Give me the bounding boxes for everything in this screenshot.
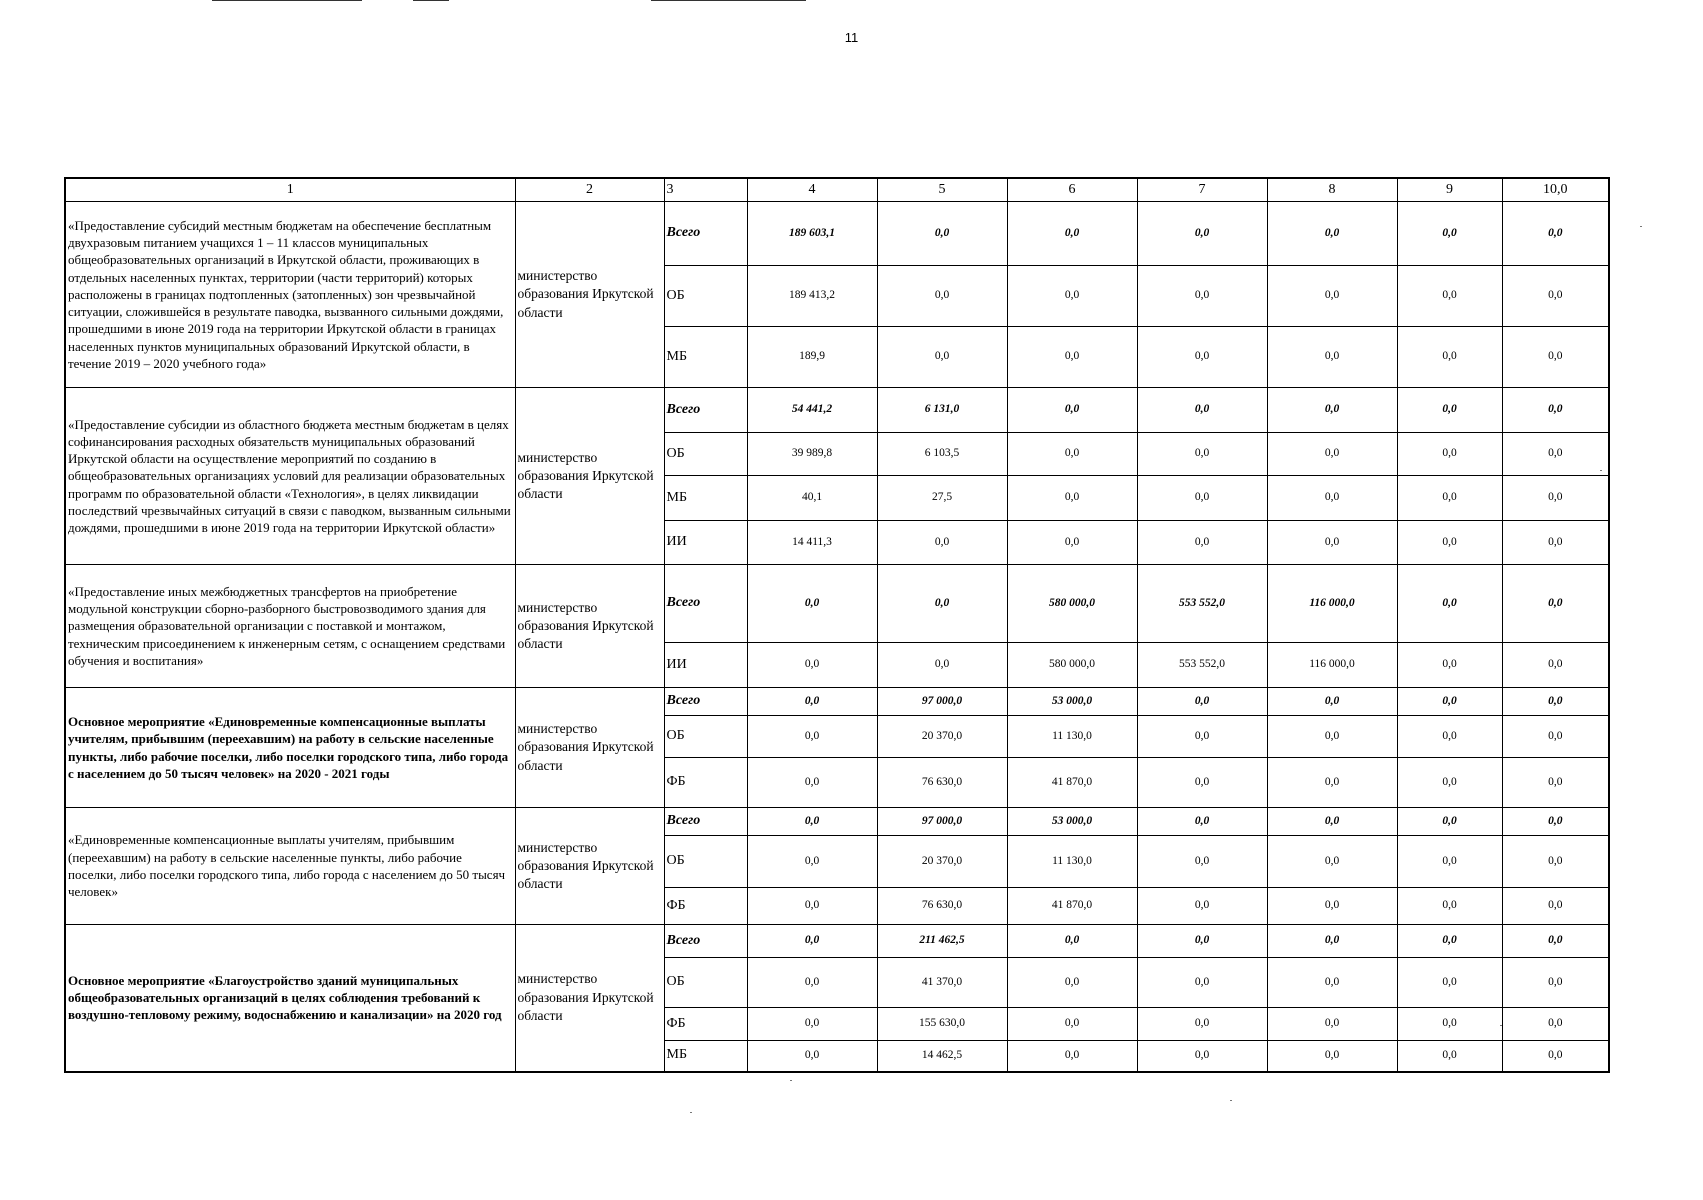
amount-cell: 0,0 <box>1267 758 1397 808</box>
amount-cell: 0,0 <box>1502 808 1609 836</box>
scan-speck <box>1640 226 1642 227</box>
amount-cell: 0,0 <box>1267 388 1397 433</box>
amount-cell: 0,0 <box>1267 958 1397 1008</box>
amount-cell: 0,0 <box>1137 476 1267 521</box>
measure-description: «Единовременные компенсационные выплаты учителям, прибывшим (переехавшим) на работу в сельские населенные пункты, либо рабочие поселки, либо поселки городского типа, либо города с населением до 50 тысяч человек» <box>65 808 515 925</box>
amount-cell: 0,0 <box>1137 388 1267 433</box>
funding-source: Всего <box>664 565 747 643</box>
executor-cell: министерство образования Иркутской области <box>515 688 664 808</box>
amount-cell: 0,0 <box>1397 266 1502 327</box>
amount-cell: 76 630,0 <box>877 758 1007 808</box>
funding-source: МБ <box>664 1041 747 1072</box>
funding-source: ОБ <box>664 433 747 476</box>
executor-cell: министерство образования Иркутской области <box>515 808 664 925</box>
amount-cell: 0,0 <box>747 688 877 716</box>
amount-cell: 0,0 <box>877 202 1007 266</box>
amount-cell: 0,0 <box>1502 476 1609 521</box>
amount-cell: 0,0 <box>1137 266 1267 327</box>
amount-cell: 20 370,0 <box>877 836 1007 888</box>
amount-cell: 0,0 <box>1397 688 1502 716</box>
amount-cell: 0,0 <box>1502 521 1609 565</box>
funding-source: МБ <box>664 327 747 388</box>
amount-cell: 0,0 <box>1137 808 1267 836</box>
amount-cell: 0,0 <box>1502 266 1609 327</box>
executor-cell: министерство образования Иркутской области <box>515 202 664 388</box>
column-header: 2 <box>515 178 664 202</box>
amount-cell: 0,0 <box>1137 433 1267 476</box>
amount-cell: 0,0 <box>1502 958 1609 1008</box>
funding-source: Всего <box>664 202 747 266</box>
column-header: 5 <box>877 178 1007 202</box>
scan-speck <box>790 1080 792 1081</box>
amount-cell: 0,0 <box>1267 836 1397 888</box>
amount-cell: 0,0 <box>1502 202 1609 266</box>
amount-cell: 0,0 <box>1397 643 1502 688</box>
amount-cell: 0,0 <box>1502 688 1609 716</box>
scan-speck <box>1600 470 1602 471</box>
amount-cell: 27,5 <box>877 476 1007 521</box>
amount-cell: 0,0 <box>1137 688 1267 716</box>
executor-cell: министерство образования Иркутской области <box>515 925 664 1072</box>
amount-cell: 0,0 <box>1007 958 1137 1008</box>
amount-cell: 14 462,5 <box>877 1041 1007 1072</box>
amount-cell: 0,0 <box>1267 716 1397 758</box>
amount-cell: 0,0 <box>1137 1041 1267 1072</box>
amount-cell: 0,0 <box>1007 327 1137 388</box>
executor-cell: министерство образования Иркутской области <box>515 565 664 688</box>
column-header: 6 <box>1007 178 1137 202</box>
amount-cell: 155 630,0 <box>877 1008 1007 1041</box>
amount-cell: 0,0 <box>1502 888 1609 925</box>
column-header: 8 <box>1267 178 1397 202</box>
measure-description: «Предоставление субсидии из областного бюджета местным бюджетам в целях софинансирования расходных обязательств муниципальных образований Иркутской области на осуществление мероприятий по созданию в общеобразовательных организациях условий для реализации образовательных программ по образовательной области «Технология», в целях ликвидации последствий чрезвычайных ситуаций в связи с паводком, вызванным сильными дождями, прошедшими в июне 2019 года на территории Иркутской области» <box>65 388 515 565</box>
amount-cell: 0,0 <box>1137 758 1267 808</box>
amount-cell: 553 552,0 <box>1137 565 1267 643</box>
amount-cell: 0,0 <box>747 643 877 688</box>
amount-cell: 41 370,0 <box>877 958 1007 1008</box>
amount-cell: 0,0 <box>747 888 877 925</box>
funding-source: ОБ <box>664 716 747 758</box>
amount-cell: 0,0 <box>1137 202 1267 266</box>
amount-cell: 0,0 <box>1267 888 1397 925</box>
amount-cell: 0,0 <box>1502 716 1609 758</box>
amount-cell: 0,0 <box>1267 1008 1397 1041</box>
amount-cell: 0,0 <box>1137 327 1267 388</box>
amount-cell: 0,0 <box>1267 327 1397 388</box>
amount-cell: 0,0 <box>1137 925 1267 958</box>
amount-cell: 0,0 <box>747 758 877 808</box>
amount-cell: 40,1 <box>747 476 877 521</box>
amount-cell: 0,0 <box>1502 565 1609 643</box>
funding-source: МБ <box>664 476 747 521</box>
amount-cell: 0,0 <box>1397 808 1502 836</box>
amount-cell: 580 000,0 <box>1007 565 1137 643</box>
scan-speck <box>1500 1025 1502 1026</box>
amount-cell: 0,0 <box>1502 643 1609 688</box>
amount-cell: 0,0 <box>1007 476 1137 521</box>
amount-cell: 6 103,5 <box>877 433 1007 476</box>
amount-cell: 0,0 <box>877 327 1007 388</box>
amount-cell: 0,0 <box>877 565 1007 643</box>
amount-cell: 0,0 <box>1137 836 1267 888</box>
amount-cell: 0,0 <box>747 1008 877 1041</box>
executor-cell: министерство образования Иркутской области <box>515 388 664 565</box>
amount-cell: 0,0 <box>1397 476 1502 521</box>
amount-cell: 116 000,0 <box>1267 565 1397 643</box>
amount-cell: 0,0 <box>747 565 877 643</box>
amount-cell: 0,0 <box>1502 327 1609 388</box>
column-header: 4 <box>747 178 877 202</box>
amount-cell: 0,0 <box>1397 836 1502 888</box>
amount-cell: 20 370,0 <box>877 716 1007 758</box>
amount-cell: 41 870,0 <box>1007 758 1137 808</box>
amount-cell: 0,0 <box>1007 1041 1137 1072</box>
funding-source: ФБ <box>664 758 747 808</box>
amount-cell: 189,9 <box>747 327 877 388</box>
amount-cell: 76 630,0 <box>877 888 1007 925</box>
amount-cell: 553 552,0 <box>1137 643 1267 688</box>
amount-cell: 0,0 <box>747 925 877 958</box>
amount-cell: 0,0 <box>1137 958 1267 1008</box>
amount-cell: 0,0 <box>1007 433 1137 476</box>
amount-cell: 0,0 <box>1137 716 1267 758</box>
measure-description: «Предоставление иных межбюджетных трансфертов на приобретение модульной конструкции сборно-разборного быстровозводимого здания для размещения образовательной организации с поставкой и монтажом, техническим присоединением к инженерным сетям, с оснащением средствами обучения и воспитания» <box>65 565 515 688</box>
column-header: 3 <box>664 178 747 202</box>
funding-source: ОБ <box>664 836 747 888</box>
funding-source: Всего <box>664 808 747 836</box>
budget-table <box>64 177 1610 1073</box>
table-row <box>65 808 1609 836</box>
amount-cell: 0,0 <box>1007 925 1137 958</box>
amount-cell: 0,0 <box>1267 521 1397 565</box>
column-header: 10,0 <box>1502 178 1609 202</box>
amount-cell: 11 130,0 <box>1007 716 1137 758</box>
measure-description: Основное мероприятие «Благоустройство зданий муниципальных общеобразовательных организаций в целях соблюдения требований к воздушно-тепловому режиму, водоснабжению и канализации» на 2020 год <box>65 925 515 1072</box>
amount-cell: 0,0 <box>1502 758 1609 808</box>
measure-description: Основное мероприятие «Единовременные компенсационные выплаты учителям, прибывшим (переехавшим) на работу в сельские населенные пункты, либо рабочие поселки, либо поселки городского типа, либо города с населением до 50 тысяч человек» на 2020 - 2021 годы <box>65 688 515 808</box>
amount-cell: 0,0 <box>877 266 1007 327</box>
amount-cell: 11 130,0 <box>1007 836 1137 888</box>
table-row <box>65 688 1609 716</box>
amount-cell: 0,0 <box>1267 925 1397 958</box>
amount-cell: 580 000,0 <box>1007 643 1137 688</box>
amount-cell: 0,0 <box>1007 521 1137 565</box>
table-row <box>65 202 1609 266</box>
amount-cell: 0,0 <box>1397 1041 1502 1072</box>
funding-source: ФБ <box>664 888 747 925</box>
amount-cell: 0,0 <box>1267 202 1397 266</box>
amount-cell: 53 000,0 <box>1007 808 1137 836</box>
funding-source: Всего <box>664 925 747 958</box>
amount-cell: 0,0 <box>1397 958 1502 1008</box>
funding-source: Всего <box>664 388 747 433</box>
amount-cell: 0,0 <box>1502 925 1609 958</box>
amount-cell: 0,0 <box>1502 388 1609 433</box>
amount-cell: 0,0 <box>1502 1041 1609 1072</box>
amount-cell: 0,0 <box>1397 758 1502 808</box>
amount-cell: 0,0 <box>747 808 877 836</box>
amount-cell: 0,0 <box>747 716 877 758</box>
amount-cell: 0,0 <box>1267 476 1397 521</box>
amount-cell: 53 000,0 <box>1007 688 1137 716</box>
amount-cell: 0,0 <box>1137 521 1267 565</box>
amount-cell: 0,0 <box>1397 521 1502 565</box>
funding-source: ОБ <box>664 266 747 327</box>
amount-cell: 0,0 <box>1007 202 1137 266</box>
amount-cell: 54 441,2 <box>747 388 877 433</box>
table-row <box>65 925 1609 958</box>
amount-cell: 97 000,0 <box>877 808 1007 836</box>
amount-cell: 0,0 <box>877 521 1007 565</box>
page-number: 11 <box>844 30 859 45</box>
scan-speck <box>1230 1100 1232 1101</box>
amount-cell: 0,0 <box>747 836 877 888</box>
funding-source: ИИ <box>664 643 747 688</box>
amount-cell: 0,0 <box>1397 888 1502 925</box>
amount-cell: 41 870,0 <box>1007 888 1137 925</box>
amount-cell: 116 000,0 <box>1267 643 1397 688</box>
amount-cell: 0,0 <box>1397 388 1502 433</box>
amount-cell: 0,0 <box>1267 433 1397 476</box>
funding-source: ИИ <box>664 521 747 565</box>
amount-cell: 0,0 <box>1267 1041 1397 1072</box>
amount-cell: 0,0 <box>1007 1008 1137 1041</box>
scan-speck <box>690 1112 692 1113</box>
amount-cell: 6 131,0 <box>877 388 1007 433</box>
amount-cell: 0,0 <box>1397 1008 1502 1041</box>
amount-cell: 0,0 <box>1397 925 1502 958</box>
amount-cell: 97 000,0 <box>877 688 1007 716</box>
amount-cell: 0,0 <box>1137 888 1267 925</box>
amount-cell: 189 603,1 <box>747 202 877 266</box>
amount-cell: 0,0 <box>1007 388 1137 433</box>
funding-source: ФБ <box>664 1008 747 1041</box>
amount-cell: 0,0 <box>747 1041 877 1072</box>
amount-cell: 189 413,2 <box>747 266 877 327</box>
amount-cell: 39 989,8 <box>747 433 877 476</box>
column-header: 7 <box>1137 178 1267 202</box>
funding-source: Всего <box>664 688 747 716</box>
amount-cell: 0,0 <box>1502 433 1609 476</box>
amount-cell: 0,0 <box>1397 433 1502 476</box>
top-scan-marks <box>0 0 1703 4</box>
column-header: 1 <box>65 178 515 202</box>
column-header: 9 <box>1397 178 1502 202</box>
amount-cell: 0,0 <box>1397 202 1502 266</box>
amount-cell: 0,0 <box>1397 716 1502 758</box>
amount-cell: 0,0 <box>1137 1008 1267 1041</box>
column-header-row <box>65 178 1609 202</box>
funding-source: ОБ <box>664 958 747 1008</box>
table-row <box>65 565 1609 643</box>
amount-cell: 0,0 <box>1007 266 1137 327</box>
amount-cell: 211 462,5 <box>877 925 1007 958</box>
amount-cell: 0,0 <box>1502 836 1609 888</box>
amount-cell: 0,0 <box>877 643 1007 688</box>
amount-cell: 0,0 <box>1267 266 1397 327</box>
table-row <box>65 388 1609 433</box>
amount-cell: 0,0 <box>1397 565 1502 643</box>
amount-cell: 0,0 <box>1397 327 1502 388</box>
amount-cell: 0,0 <box>1267 808 1397 836</box>
amount-cell: 0,0 <box>1502 1008 1609 1041</box>
amount-cell: 0,0 <box>1267 688 1397 716</box>
measure-description: «Предоставление субсидий местным бюджетам на обеспечение бесплатным двухразовым питанием учащихся 1 – 11 классов муниципальных общеобразовательных организаций в Иркутской области, проживающих в отдельных населенных пунктах, территории (части территорий) которых расположены в границах подтопленных (затопленных) зон чрезвычайной ситуации, сложившейся в результате паводка, вызванного сильными дождями, прошедшими в июне 2019 года на территории Иркутской области в границах населенных пунктов муниципальных образований Иркутской области, в течение 2019 – 2020 учебного года» <box>65 202 515 388</box>
amount-cell: 14 411,3 <box>747 521 877 565</box>
amount-cell: 0,0 <box>747 958 877 1008</box>
